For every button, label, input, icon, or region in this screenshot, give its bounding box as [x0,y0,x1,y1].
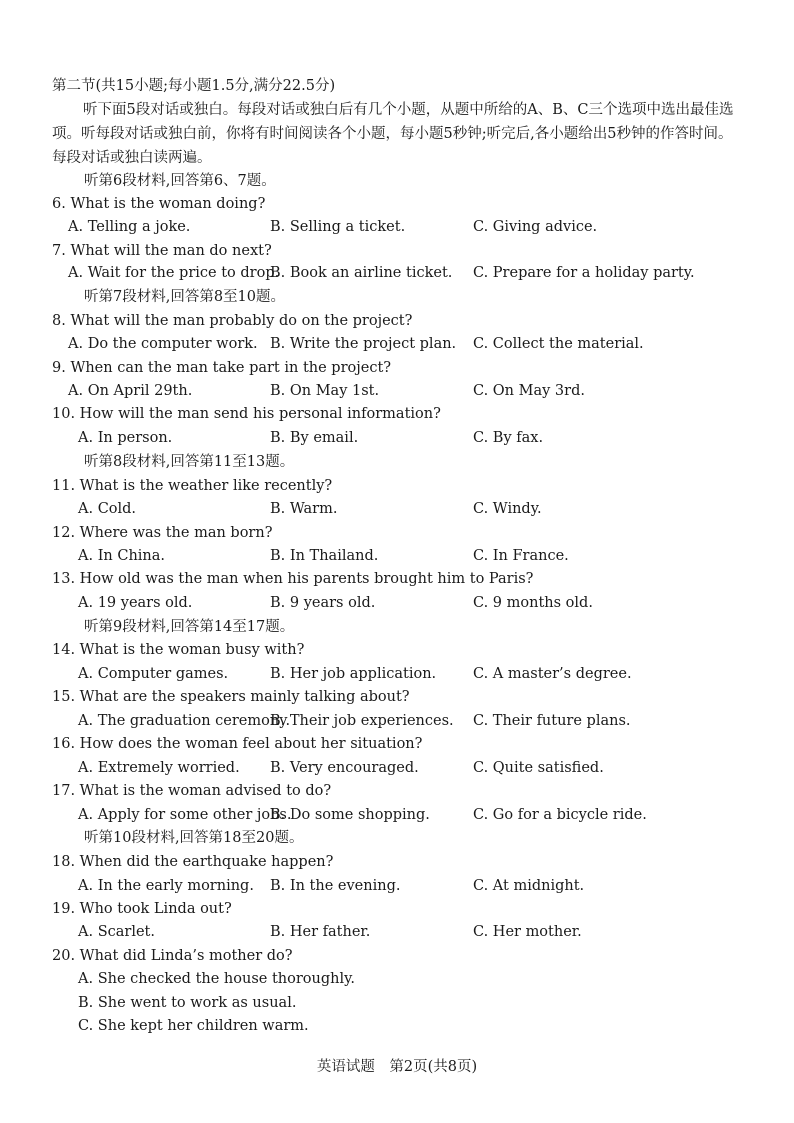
option-7a: A. Wait for the price to drop. [68,265,280,281]
option-17c: C. Go for a bicycle ride. [473,807,647,823]
option-20c: C. She kept her children warm. [78,1018,309,1034]
option-10b: B. By email. [270,430,359,446]
option-13b: B. 9 years old. [270,595,376,611]
option-12b: B. In Thailand. [270,548,379,564]
question-13: 13. How old was the man when his parents brought him to Paris? [52,571,534,587]
question-9: 9. When can the man take part in the project? [52,360,392,376]
option-14c: C. A master’s degree. [473,666,632,682]
question-20: 20. What did Linda’s mother do? [52,948,293,964]
instruction-6-7: 听第6段材料,回答第6、7题。 [84,173,276,189]
option-20b: B. She went to work as usual. [78,995,297,1011]
option-11c: C. Windy. [473,501,542,517]
question-16: 16. How does the woman feel about her situation? [52,736,423,752]
option-19c: C. Her mother. [473,924,582,940]
page-footer: 英语试题 第2页(共8页) [316,1059,478,1075]
option-18c: C. At midnight. [473,878,585,894]
option-7c: C. Prepare for a holiday party. [473,265,695,281]
option-14a: A. Computer games. [78,666,229,682]
question-14: 14. What is the woman busy with? [52,642,305,658]
option-6a: A. Telling a joke. [68,219,191,235]
instruction-14-17: 听第9段材料,回答第14至17题。 [84,619,295,635]
question-10: 10. How will the man send his personal information? [52,406,441,422]
option-15c: C. Their future plans. [473,713,631,729]
option-9a: A. On April 29th. [68,383,193,399]
option-12c: C. In France. [473,548,569,564]
option-6c: C. Giving advice. [473,219,598,235]
option-19a: A. Scarlet. [78,924,155,940]
option-9c: C. On May 3rd. [473,383,585,399]
question-6: 6. What is the woman doing? [52,196,266,212]
option-18a: A. In the early morning. [78,878,254,894]
option-16b: B. Very encouraged. [270,760,419,776]
option-12a: A. In China. [78,548,166,564]
option-8c: C. Collect the material. [473,336,644,352]
option-14b: B. Her job application. [270,666,437,682]
option-8b: B. Write the project plan. [270,336,457,352]
option-10c: C. By fax. [473,430,544,446]
option-16c: C. Quite satisfied. [473,760,604,776]
instruction-18-20: 听第10段材料,回答第18至20题。 [84,830,304,846]
option-17a: A. Apply for some other jobs. [78,807,292,823]
option-20a: A. She checked the house thoroughly. [78,971,355,987]
section-header: 第二节(共15小题;每小题1.5分,满分22.5分) [52,78,336,94]
option-9b: B. On May 1st. [270,383,380,399]
option-7b: B. Book an airline ticket. [270,265,453,281]
option-19b: B. Her father. [270,924,371,940]
option-13a: A. 19 years old. [78,595,193,611]
question-15: 15. What are the speakers mainly talking about? [52,689,410,705]
option-15b: B. Their job experiences. [270,713,454,729]
question-7: 7. What will the man do next? [52,243,272,259]
option-17b: B. Do some shopping. [270,807,430,823]
option-15a: A. The graduation ceremony. [78,713,291,729]
option-8a: A. Do the computer work. [68,336,258,352]
option-18b: B. In the evening. [270,878,401,894]
question-19: 19. Who took Linda out? [52,901,232,917]
question-18: 18. When did the earthquake happen? [52,854,334,870]
question-11: 11. What is the weather like recently? [52,478,333,494]
option-16a: A. Extremely worried. [78,760,240,776]
question-8: 8. What will the man probably do on the project? [52,313,413,329]
option-11a: A. Cold. [78,501,137,517]
question-12: 12. Where was the man born? [52,525,273,541]
instruction-8-10: 听第7段材料,回答第8至10题。 [84,289,286,305]
section-intro: 听下面5段对话或独白。每段对话或独白后有几个小题，从题中所给的A、B、C三个选项中选出最佳选项。听每段对话或独白前，你将有时间阅读各个小题，每小题5秒钟;听完后,各小题给出5秒钟的作答时间。每段对话或独白读两遍。 [52,102,734,166]
option-10a: A. In person. [78,430,173,446]
question-17: 17. What is the woman advised to do? [52,783,332,799]
option-11b: B. Warm. [270,501,338,517]
option-6b: B. Selling a ticket. [270,219,406,235]
instruction-11-13: 听第8段材料,回答第11至13题。 [84,454,295,470]
option-13c: C. 9 months old. [473,595,593,611]
